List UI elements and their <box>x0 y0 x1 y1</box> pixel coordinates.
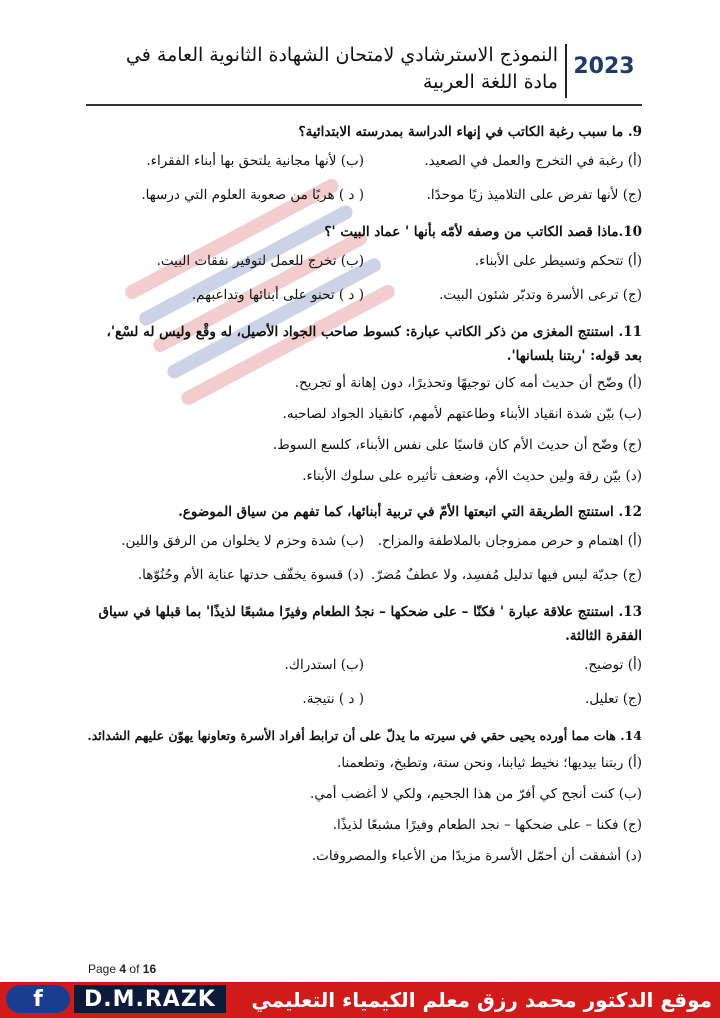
question-text: 10.ماذا قصد الكاتب من وصفه لأمّه بأنها ' عماد البيت '؟ <box>324 224 642 240</box>
header-rule <box>86 104 642 106</box>
page-title: النموذج الاسترشادي لامتحان الشهادة الثانوية العامة في مادة اللغة العربية <box>125 44 558 93</box>
option-a: (أ) رغبة في التخرج والعمل في الصعيد. <box>424 153 642 169</box>
option-d: ( د ) تحنو على أبنائها وتداعبهم. <box>191 287 364 303</box>
option-c: (ج) تعليل. <box>585 691 642 707</box>
option-c: (ج) لأنها تفرض على التلاميذ زيًا موحدًا. <box>426 187 642 203</box>
footer-banner <box>0 982 720 1018</box>
option-b: (ب) كنت أنجح كي أفرّ من هذا الجحيم، ولكي لا أغضب أمي. <box>310 786 642 802</box>
option-d: (د) قسوة يخفّف حدتها عناية الأم وحُنُوّها. <box>137 567 364 583</box>
option-d: (د) أشفقت أن أحمّل الأسرة مزيدًا من الأعباء والمصروفات. <box>311 848 642 864</box>
option-a: (أ) وضّح أن حديث أمه كان توجيهًا وتحذيرًا، دون إهانة أو تجريح. <box>294 375 642 391</box>
question-text: 14. هات مما أورده يحيى حقي في سيرته ما يدلّ على أن ترابط أفراد الأسرة وتعاونها يهوّن عليهم الشدائد. <box>87 728 642 743</box>
site-name: موقع الدكتور محمد رزق معلم الكيمياء التعليمي <box>251 988 712 1012</box>
question-10 <box>86 220 642 312</box>
option-b: (ب) استدراك. <box>284 657 364 673</box>
question-13 <box>86 600 642 716</box>
question-text: 11. استنتج المغزى من ذكر الكاتب عبارة: كسوط صاحب الجواد الأصيل، له وقْع وليس له لسْع'، بعد قوله: 'ربتنا بلسانها'. <box>106 324 642 364</box>
question-9 <box>86 120 642 212</box>
option-b: (ب) تخرج للعمل لتوفير نفقات البيت. <box>156 253 364 269</box>
question-text: 12. استنتج الطريقة التي اتبعتها الأمّ في تربية أبنائها، كما تفهم من سياق الموضوع. <box>178 504 642 520</box>
option-a: (أ) ربتنا بيديها؛ نخيط ثيابنا، ونحن ستة، وتطبخ، وتطعمنا. <box>337 755 642 771</box>
header-divider <box>565 44 567 98</box>
option-a: (أ) تتحكم وتسيطر على الأبناء. <box>474 253 642 269</box>
page-header <box>0 40 720 112</box>
questions-area <box>86 120 642 880</box>
option-c: (ج) ترعى الأسرة وتدبّر شئون البيت. <box>439 287 642 303</box>
option-d: (د) بيّن رقة ولين حديث الأم، وضعف تأثيره على سلوك الأبناء. <box>302 468 642 484</box>
brand-logo: D.M.RAZK <box>74 985 226 1013</box>
exam-year: 2023 <box>573 53 635 79</box>
option-b: (ب) بيّن شدة انقياد الأبناء وطاعتهم لأمهم، كانقياد الجواد لصاحبه. <box>282 406 642 422</box>
option-b: (ب) لأنها مجانية يلتحق بها أبناء الفقراء. <box>146 153 364 169</box>
option-a: (أ) توضيح. <box>584 657 642 673</box>
question-text: 13. استنتج علاقة عبارة ' فكنّا – على ضحكها – نجدُ الطعام وفيرًا مشبعًا لذيذًا' بما قبلها في سياق الفقرة الثالثة. <box>98 604 642 644</box>
option-d: ( د ) نتيجة. <box>302 691 364 707</box>
question-12 <box>86 500 642 592</box>
option-c: (ج) فكنا – على ضحكها – نجد الطعام وفيرًا مشبعًا لذيذًا. <box>332 817 642 833</box>
option-b: (ب) شدة وحزم لا يخلوان من الرفق واللين. <box>121 533 364 549</box>
page-current: 4 <box>119 962 127 976</box>
question-14 <box>86 724 642 872</box>
page-number <box>88 962 156 976</box>
facebook-icon[interactable]: f <box>6 985 70 1013</box>
page-word: Page <box>88 962 117 976</box>
option-a: (أ) اهتمام و حرص ممزوجان بالملاطفة والمزاح. <box>377 533 642 549</box>
question-text: 9. ما سبب رغبة الكاتب في إنهاء الدراسة بمدرسته الابتدائية؟ <box>298 124 642 140</box>
option-c: (ج) جديّة ليس فيها تدليل مُفسِد، ولا عطفٌ مُضرّ. <box>370 567 642 583</box>
page-of: of <box>129 962 140 976</box>
question-11 <box>86 320 642 492</box>
option-c: (ج) وضّح أن حديث الأم كان قاسيًا على نفس الأبناء، كلسع السوط. <box>272 437 642 453</box>
option-d: ( د ) هربًا من صعوبة العلوم التي درسها. <box>141 187 364 203</box>
page-total: 16 <box>142 962 157 976</box>
